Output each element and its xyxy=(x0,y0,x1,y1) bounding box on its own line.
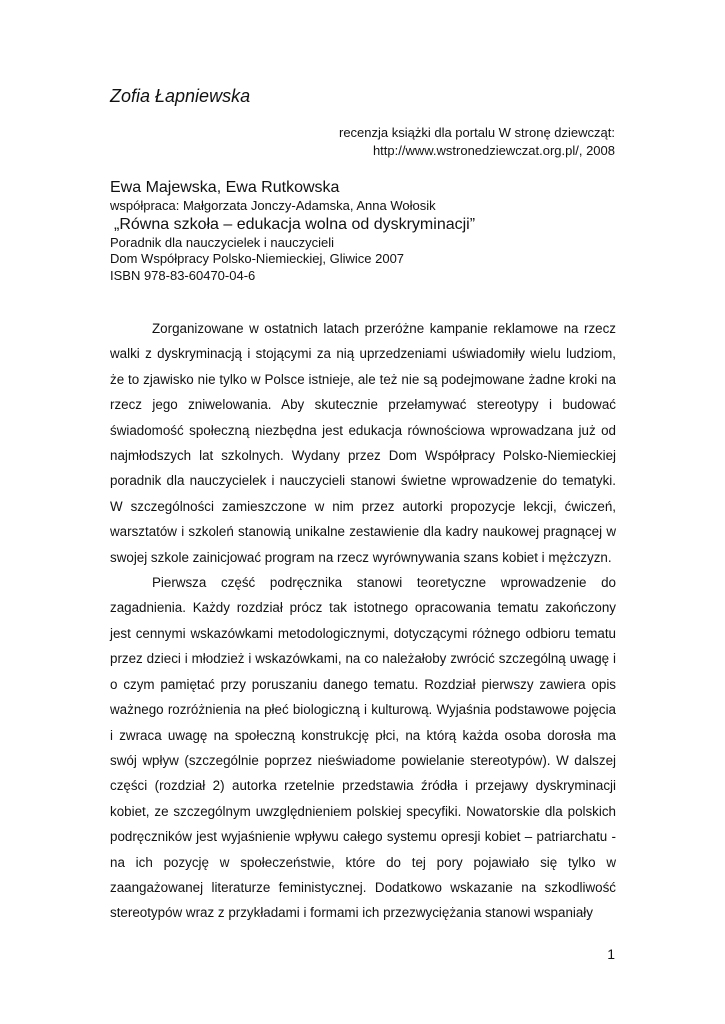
paragraph: Zorganizowane w ostatnich latach przeróżne kampanie reklamowe na rzecz walki z dyskryminacją i stojącymi za nią uprzedzeniami uświadomiły wielu ludziom, że to zjawisko nie tylko w Polsce istnieje, ale też nie są podejmowane żadne kroki na rzecz jego zniwelowania. Aby skutecznie przełamywać stereotypy i budować świadomość społeczną niezbędna jest edukacja równościowa wprowadzana już od najmłodszych lat szkolnych. Wydany przez Dom Współpracy Polsko-Niemieckiej poradnik dla nauczycielek i nauczycieli stanowi świetne wprowadzenie do tematyki. W szczególności zamieszczone w nim przez autorki propozycje lekcji, ćwiczeń, warsztatów i szkoleń stanowią unikalne zestawienie dla kadry naukowej pragnącej w swojej szkole zainicjować program na rzecz wyrównywania szans kobiet i mężczyzn. xyxy=(110,321,616,565)
book-subtitle: Poradnik dla nauczycielek i nauczycieli xyxy=(110,234,335,250)
book-title: „Równa szkoła – edukacja wolna od dyskryminacji” xyxy=(114,215,476,233)
paragraph: Pierwsza część podręcznika stanowi teoretyczne wprowadzenie do zagadnienia. Każdy rozdział prócz tak istotnego opracowania tematu zakończony jest cennymi wskazówkami metodologicznymi, dotyczącymi różnego odbioru tematu przez dzieci i młodzież i wskazówkami, na co należałoby zwrócić szczególną uwagę i o czym pamiętać przy poruszaniu danego tematu. Rozdział pierwszy zawiera opis ważnego rozróżnienia na płeć biologiczną i kulturową. Wyjaśnia podstawowe pojęcia i zwraca uwagę na społeczną konstrukcję płci, na którą każda osoba dorosła ma swój wpływ (szczególnie poprzez nieświadome powielanie stereotypów). W dalszej części (rozdział 2) autorka rzetelnie przedstawia źródła i przejawy dyskryminacji kobiet, ze szczególnym uwzględnieniem polskiej specyfiki. Nowatorskie dla polskich podręczników jest wyjaśnienie wpływu całego systemu opresji kobiet – patriarchatu - na ich pozycję w społeczeństwie, które do tej pory pojawiało się tylko w zaangażowanej literaturze feministycznej. Dodatkowo wskazanie na szkodliwość stereotypów wraz z przykładami i formami ich przezwyciężania stanowi wspaniały xyxy=(110,575,616,921)
book-bibliography xyxy=(110,178,620,284)
book-publisher: Dom Współpracy Polsko-Niemieckiej, Gliwice 2007 xyxy=(110,251,405,266)
page-number: 1 xyxy=(607,946,615,962)
book-isbn: ISBN 978-83-60470-04-6 xyxy=(110,267,256,283)
source-line-2: http://www.wstronedziewczat.org.pl/, 2008 xyxy=(372,143,615,158)
book-authors: Ewa Majewska, Ewa Rutkowska xyxy=(110,179,340,196)
review-source xyxy=(195,124,615,160)
review-body xyxy=(110,316,616,926)
book-cooperation: współpraca: Małgorzata Jonczy-Adamska, Anna Wołosik xyxy=(110,198,436,213)
review-author: Zofia Łapniewska xyxy=(110,86,251,106)
source-line-1: recenzja książki dla portalu W stronę dziewcząt: xyxy=(338,125,615,140)
